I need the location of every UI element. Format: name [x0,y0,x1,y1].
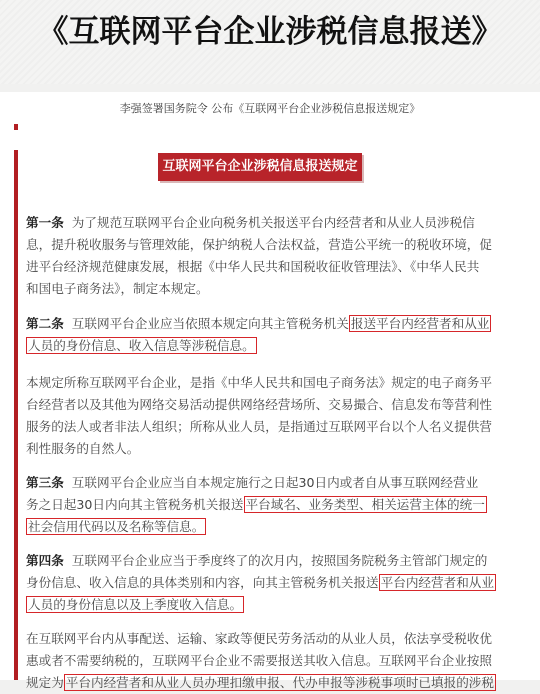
highlight-box: 平台域名、业务类型、相关运营主体的统一 [245,497,485,512]
article-text: 互联网平台企业应当依照本规定向其主管税务机关 [71,316,349,331]
article-text: 利性服务的自然人。 [26,441,140,456]
issuer-line: 李强签署国务院令 公布《互联网平台企业涉税信息报送规定》 [119,102,421,115]
article-text: 进平台经济规范健康发展，根据《中华人民共和国税收征收管理法》、《中华人民共 [26,259,480,274]
article-text: 在互联网平台内从事配送、运输、家政等便民劳务活动的从业人员，依法享受税收优 [26,631,492,646]
article-text: 互联网平台企业应当于季度终了的次月内，按照国务院税务主管部门规定的 [71,553,488,568]
article-text: 息，提升税收服务与管理效能，保护纳税人合法权益，营造公平统一的税收环境，促 [26,237,492,252]
article-label: 第一条 [26,215,64,230]
article-text: 台经营者以及其他为网络交易活动提供网络经营场所、交易撮合、信息发布等营利性 [26,397,492,412]
article-text: 规定为 [26,675,64,690]
highlight-box: 报送平台内经营者和从业 [350,316,490,331]
article-text: 互联网平台企业应当自本规定施行之日起30日内或者自从事互联网经营业 [71,475,479,490]
article-2 [26,313,506,357]
article-text: 为了规范互联网平台企业向税务机关报送平台内经营者和从业人员涉税信 [71,215,475,230]
article-1 [26,212,506,300]
article-3 [26,472,506,538]
article-text: 服务的法人或者非法人组织；所称从业人员，是指通过互联网平台以个人名义提供营 [26,419,492,434]
accent-bar [14,150,18,680]
article-2-paragraph-2 [26,372,506,460]
article-label: 第二条 [26,316,64,331]
article-label: 第四条 [26,553,64,568]
document-title: 互联网平台企业涉税信息报送规定 [158,153,362,181]
banner-title: 《互联网平台企业涉税信息报送》 [37,14,503,50]
highlight-box: 平台内经营者和从业 [380,575,494,590]
article-text: 本规定所称互联网平台企业，是指《中华人民共和国电子商务法》规定的电子商务平 [26,375,492,390]
highlight-box: 人员的身份信息以及上季度收入信息。 [28,597,243,612]
highlight-box: 社会信用代码以及名称等信息。 [28,519,205,534]
highlight-box: 人员的身份信息、收入信息等涉税信息。 [28,338,255,353]
article-text: 和国电子商务法》，制定本规定。 [26,281,209,296]
article-4 [26,550,506,616]
article-text: 身份信息、收入信息的具体类别和内容，向其主管税务机关报送 [26,575,379,590]
accent-mark [14,124,18,130]
article-text: 务之日起30日内向其主管税务机关报送 [26,497,244,512]
article-text: 惠或者不需要纳税的，互联网平台企业不需要报送其收入信息。互联网平台企业按照 [26,653,492,668]
article-label: 第三条 [26,475,64,490]
banner [0,0,540,84]
article-4-paragraph-2 [26,628,506,694]
highlight-box: 平台内经营者和从业人员办理扣缴申报、代办申报等涉税事项时已填报的涉税 [65,675,494,690]
